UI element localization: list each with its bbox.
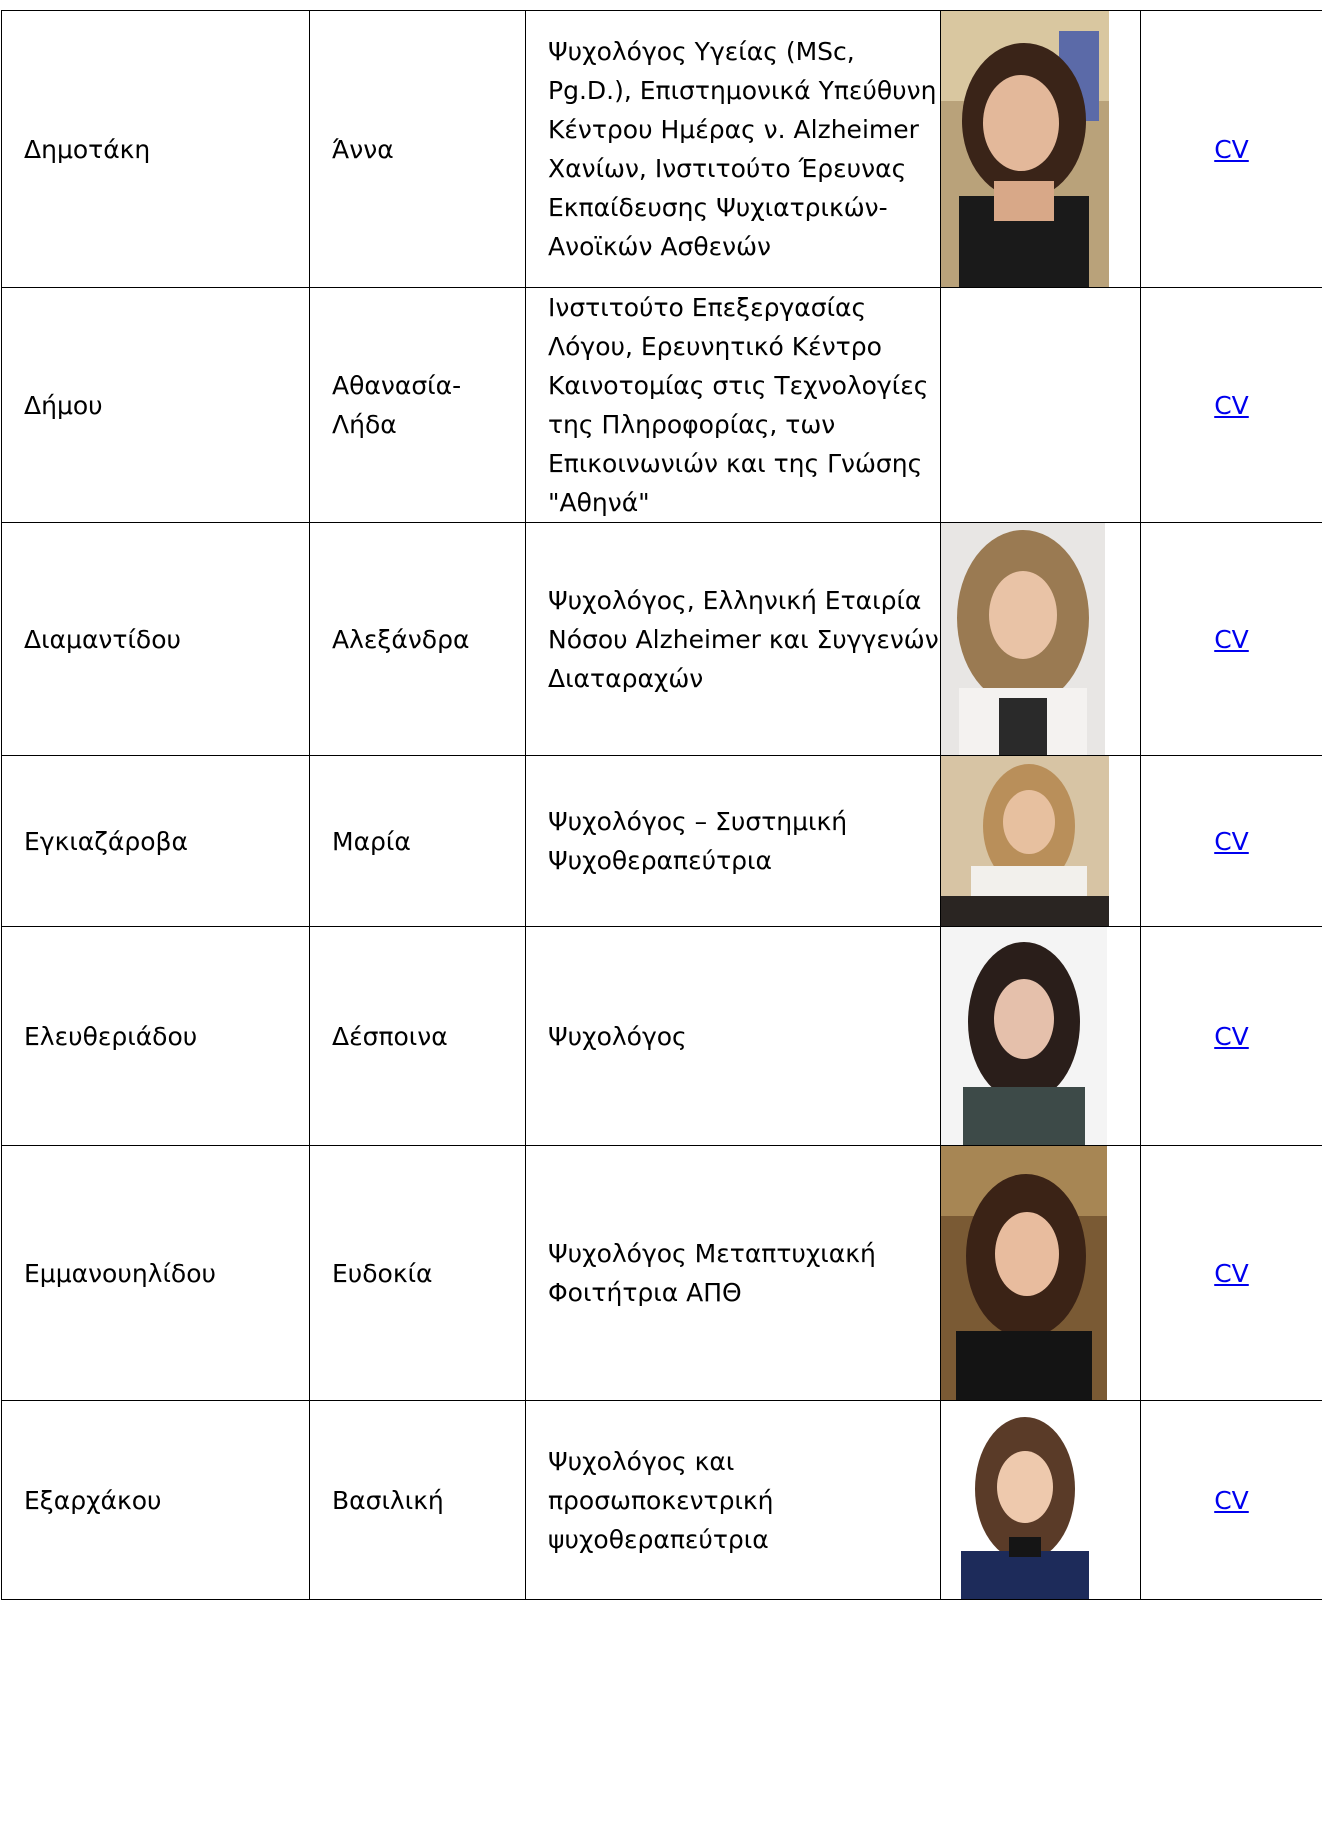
photo-cell bbox=[941, 11, 1141, 288]
name-cell: Ευδοκία bbox=[310, 1146, 526, 1401]
cv-cell bbox=[1141, 1401, 1322, 1600]
cv-cell bbox=[1141, 1146, 1322, 1401]
name-cell: Μαρία bbox=[310, 756, 526, 927]
cv-link[interactable]: CV bbox=[1214, 826, 1249, 856]
photo-cell bbox=[941, 756, 1141, 927]
surname-cell: Εμμανουηλίδου bbox=[2, 1146, 310, 1401]
photo-cell bbox=[941, 523, 1141, 756]
table-row bbox=[2, 523, 1322, 756]
surname-cell: Δημοτάκη bbox=[2, 11, 310, 288]
name-cell: Αθανασία-Λήδα bbox=[310, 288, 526, 523]
cv-cell bbox=[1141, 11, 1322, 288]
cv-link[interactable]: CV bbox=[1214, 1258, 1249, 1288]
cv-cell bbox=[1141, 523, 1322, 756]
people-table bbox=[1, 10, 1322, 1600]
cv-link[interactable]: CV bbox=[1214, 1485, 1249, 1515]
photo-cell bbox=[941, 1401, 1141, 1600]
portrait-photo bbox=[941, 523, 1105, 755]
table-row bbox=[2, 1401, 1322, 1600]
role-cell: Ψυχολόγος Υγείας (MSc, Pg.D.), Επιστημονικά Υπεύθυνη Κέντρου Ημέρας ν. Alzheimer Χανίων, Ινστιτούτο Έρευνας Εκπαίδευσης Ψυχιατρικών-Ανοϊκών Ασθενών bbox=[526, 11, 941, 288]
cv-cell bbox=[1141, 288, 1322, 523]
table-row bbox=[2, 11, 1322, 288]
role-cell: Ψυχολόγος Μεταπτυχιακή Φοιτήτρια ΑΠΘ bbox=[526, 1146, 941, 1401]
table-row bbox=[2, 288, 1322, 523]
portrait-photo bbox=[941, 11, 1110, 287]
name-cell: Αλεξάνδρα bbox=[310, 523, 526, 756]
role-cell: Ψυχολόγος bbox=[526, 927, 941, 1146]
cv-link[interactable]: CV bbox=[1214, 1021, 1249, 1051]
role-cell: Ψυχολόγος και προσωποκεντρική ψυχοθεραπεύτρια bbox=[526, 1401, 941, 1600]
cv-cell bbox=[1141, 927, 1322, 1146]
name-cell: Βασιλική bbox=[310, 1401, 526, 1600]
name-cell: Άννα bbox=[310, 11, 526, 288]
photo-cell bbox=[941, 1146, 1141, 1401]
portrait-photo bbox=[941, 927, 1107, 1145]
surname-cell: Ελευθεριάδου bbox=[2, 927, 310, 1146]
table-row bbox=[2, 756, 1322, 927]
cv-link[interactable]: CV bbox=[1214, 624, 1249, 654]
portrait-photo bbox=[941, 756, 1109, 926]
surname-cell: Εξαρχάκου bbox=[2, 1401, 310, 1600]
table-row bbox=[2, 1146, 1322, 1401]
cv-cell bbox=[1141, 756, 1322, 927]
role-cell: Ψυχολόγος – Συστημική Ψυχοθεραπεύτρια bbox=[526, 756, 941, 927]
surname-cell: Διαμαντίδου bbox=[2, 523, 310, 756]
name-cell: Δέσποινα bbox=[310, 927, 526, 1146]
surname-cell: Εγκιαζάροβα bbox=[2, 756, 310, 927]
role-cell: Ψυχολόγος, Ελληνική Εταιρία Νόσου Alzheimer και Συγγενών Διαταραχών bbox=[526, 523, 941, 756]
photo-cell bbox=[941, 288, 1141, 523]
portrait-photo bbox=[941, 1146, 1107, 1400]
table-row bbox=[2, 927, 1322, 1146]
portrait-photo bbox=[941, 1401, 1109, 1599]
photo-cell bbox=[941, 927, 1141, 1146]
role-cell: Ινστιτούτο Επεξεργασίας Λόγου, Ερευνητικό Κέντρο Καινοτομίας στις Τεχνολογίες της Πληροφορίας, των Επικοινωνιών και της Γνώσης "Αθηνά" bbox=[526, 288, 941, 523]
cv-link[interactable]: CV bbox=[1214, 134, 1249, 164]
cv-link[interactable]: CV bbox=[1214, 390, 1249, 420]
surname-cell: Δήμου bbox=[2, 288, 310, 523]
